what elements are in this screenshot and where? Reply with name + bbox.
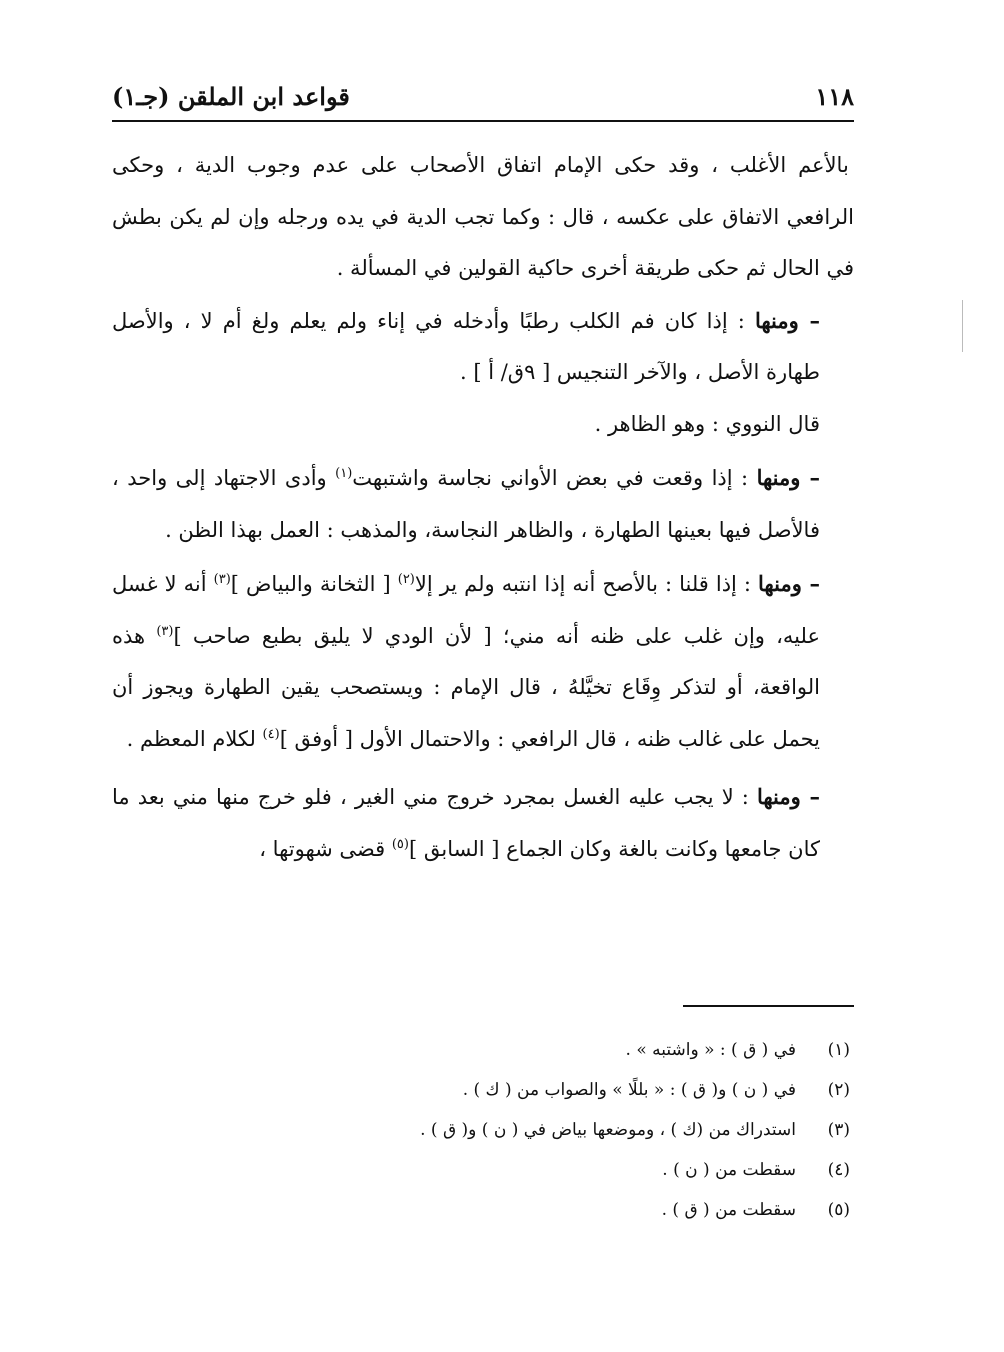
margin-mark xyxy=(962,300,963,352)
footnote-item xyxy=(112,1110,854,1150)
paragraph-text: وأدى الاجتهاد إلى واحد ، فالأصل فيها بعينها الطهارة ، والظاهر النجاسة، والمذهب : العمل بهذا الظن . xyxy=(112,466,820,542)
footnote-number: (٢) xyxy=(827,1080,850,1100)
paragraph-text: : لا يجب عليه الغسل بمجرد خروج مني الغير ، فلو خرج منها مني بعد ما كان جامعها وكانت بالغة وكان الجماع [ السابق ] xyxy=(112,785,820,861)
page-number: ١١٨ xyxy=(815,81,854,111)
paragraph-text: لكلام المعظم . xyxy=(126,726,263,751)
paragraph-line: بالأعم الأغلب ، وقد حكى الإمام اتفاق الأصحاب على عدم وجوب الدية ، وحكى xyxy=(112,153,849,177)
paragraph-line: الرافعي الاتفاق على عكسه ، قال : وكما تجب الدية في يده ورجله وإن لم يكن xyxy=(161,204,854,229)
paragraph-5 xyxy=(112,558,854,765)
paragraph-line: بطش في الحال ثم حكى طريقة أخرى حاكية القولين في المسألة . xyxy=(112,204,854,280)
header-divider xyxy=(112,120,854,122)
footnote-number: (٤) xyxy=(827,1160,850,1180)
paragraph-2 xyxy=(112,295,854,399)
paragraph-text: قال النووي : وهو الظاهر . xyxy=(594,411,820,436)
paragraph-6 xyxy=(112,771,854,875)
keyword-minha: – ومنها xyxy=(758,571,820,596)
footnote-text: في ( ق ) : « واشتبه » . xyxy=(625,1040,796,1060)
keyword-minha: – ومنها xyxy=(754,307,820,333)
footnotes xyxy=(112,1030,854,1230)
footnote-item xyxy=(112,1190,854,1230)
paragraph-4 xyxy=(112,452,854,556)
footnote-number: (٥) xyxy=(827,1200,850,1220)
footnote-ref: (١) xyxy=(335,466,353,481)
page-header xyxy=(112,74,854,118)
paragraph-text: أنه لا غسل عليه، وإن غلب على ظنه أنه مني؛ [ لأن الودي لا يليق بطبع صاحب ] xyxy=(112,572,820,648)
paragraph-3 xyxy=(112,399,854,451)
paragraph-text: : إذا وقعت في بعض الأواني نجاسة واشتبهت xyxy=(352,466,757,490)
footnote-text: سقطت من ( ق ) . xyxy=(661,1200,796,1220)
book-title: قواعد ابن الملقن (جـ١) xyxy=(112,81,350,111)
paragraph-text: : إذا قلنا : بالأصح أنه إذا انتبه ولم ير إلا xyxy=(414,572,759,596)
footnote-ref: (٣) xyxy=(213,572,231,587)
footnote-ref: (٣) xyxy=(156,623,174,639)
footnote-item xyxy=(112,1150,854,1190)
footnote-ref: (٢) xyxy=(397,572,415,587)
footnote-item xyxy=(112,1070,854,1110)
keyword-minha: – ومنها xyxy=(756,784,820,809)
paragraph-1 xyxy=(112,140,854,295)
paragraph-text: هذه الواقعة، أو لتذكر وِقَاع تخيَّلهُ ، قال الإمام : ويستصحب يقين الطهارة ويجوز أن يحمل على غالب ظنه ، قال الرافعي : والاحتمال الأول [ أوفق ] xyxy=(112,623,820,751)
paragraph-text: قضى شهوتها ، xyxy=(259,836,392,861)
footnote-number: (١) xyxy=(827,1040,850,1060)
footnote-text: في ( ن ) و( ق ) : « بللًا » والصواب من ( ك ) . xyxy=(462,1080,796,1100)
footnote-ref: (٤) xyxy=(262,726,280,742)
footnote-text: سقطت من ( ن ) . xyxy=(662,1160,796,1180)
footnote-item xyxy=(112,1030,854,1070)
body-text xyxy=(112,140,854,875)
footnote-number: (٣) xyxy=(827,1120,850,1140)
footnote-divider xyxy=(683,1005,854,1007)
paragraph-text: : إذا كان فم الكلب رطبًا وأدخله في إناء ولم يعلم ولغ أم لا ، والأصل طهارة الأصل ، والآخر التنجيس [ ٩ق/ أ ] . xyxy=(112,308,820,384)
footnote-ref: (٥) xyxy=(391,836,409,852)
keyword-minha: – ومنها xyxy=(756,465,820,490)
footnote-text: استدراك من (ك ) ، وموضعها بياض في ( ن ) و( ق ) . xyxy=(420,1120,796,1140)
paragraph-text: [ الثخانة والبياض ] xyxy=(230,572,398,596)
